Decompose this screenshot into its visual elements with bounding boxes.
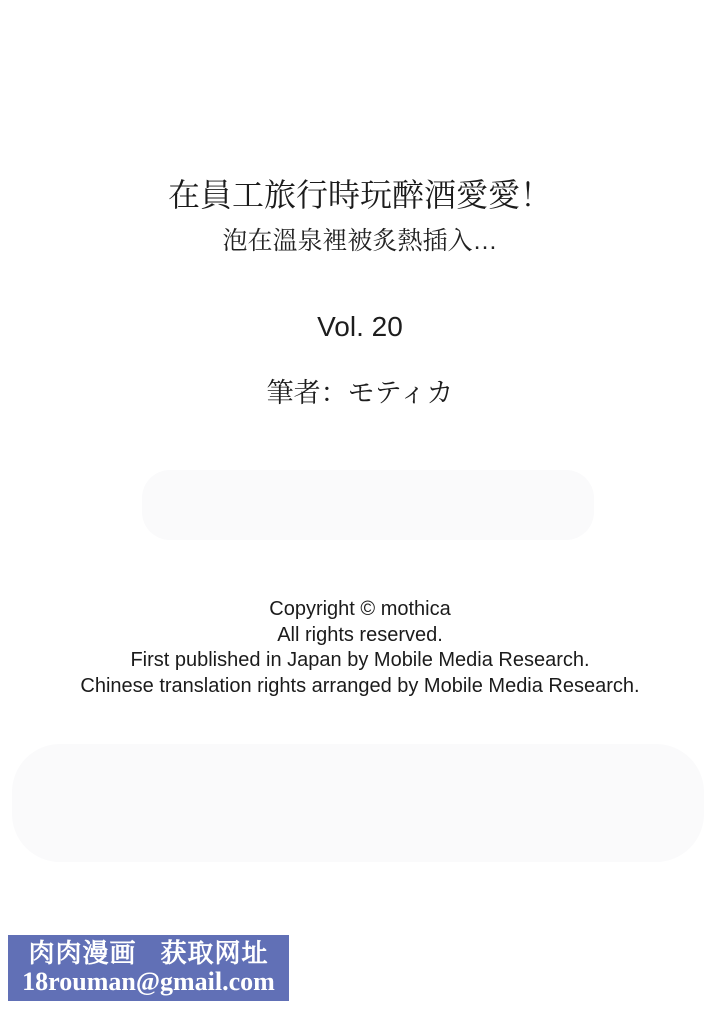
watermark-tagline: 获取网址 — [160, 938, 269, 968]
copyright-line-publisher: First published in Japan by Mobile Media Research. — [130, 649, 590, 671]
faded-watermark-band-lower — [12, 744, 704, 862]
watermark-title-line — [28, 939, 268, 967]
watermark-site-name: 肉肉漫画 — [28, 938, 137, 968]
copyright-line-translation: Chinese translation rights arranged by Mobile Media Research. — [80, 674, 640, 697]
site-watermark — [8, 935, 289, 1001]
watermark-email: 18rouman@gmail.com — [22, 967, 275, 996]
author-line: 筆者：モティカ — [266, 378, 454, 408]
faded-watermark-band-upper — [142, 470, 594, 540]
volume-label: Vol. 20 — [317, 311, 403, 342]
copyright-block — [0, 597, 720, 699]
series-title: 在員工旅行時玩醉酒愛愛！ — [167, 177, 552, 213]
copyright-line-holder: Copyright © mothica — [269, 598, 451, 620]
episode-subtitle: 泡在溫泉裡被炙熱插入… — [222, 227, 498, 255]
copyright-line-rights: All rights reserved. — [277, 623, 443, 646]
